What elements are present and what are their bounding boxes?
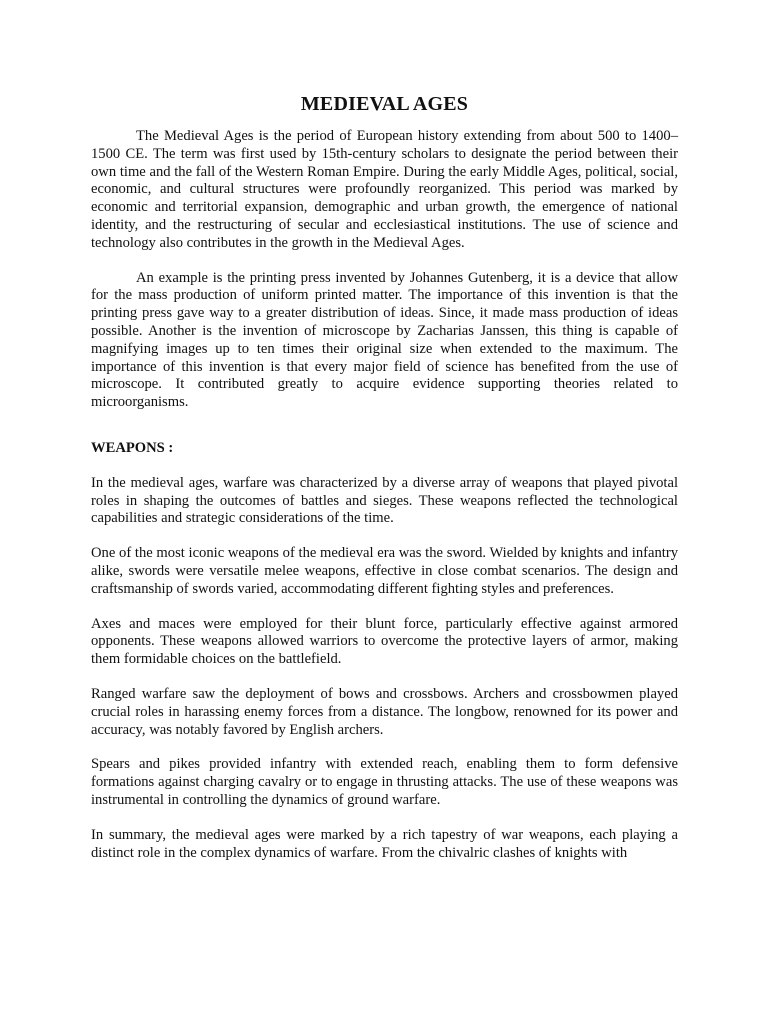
weapons-paragraph-2: One of the most iconic weapons of the medieval era was the sword. Wielded by knights and infantry alike, swords were versatile melee weapons, effective in close combat scenarios. The design and craftsmanship of swords varied, accommodating different fighting styles and preferences. xyxy=(91,545,678,597)
document-page xyxy=(91,92,678,879)
weapons-paragraph-1: In the medieval ages, warfare was characterized by a diverse array of weapons that played pivotal roles in shaping the outcomes of battles and sieges. These weapons reflected the technological capabilities and strategic considerations of the time. xyxy=(91,474,678,527)
intro-paragraph-2: An example is the printing press invented by Johannes Gutenberg, it is a device that allow for the mass production of uniform printed matter. The importance of this invention is that the printing press gave way to a greater distribution of ideas. Since, it made mass production of ideas possible. Another is the invention of microscope by Zacharias Janssen, this thing is capable of magnifying images up to ten times their original size when extended to the maximum. The importance of this invention is that every major field of science has benefited from the use of microscope. It contributed greatly to acquire evidence supporting theories related to microorganisms. xyxy=(91,269,678,411)
weapons-paragraph-3: Axes and maces were employed for their blunt force, particularly effective against armored opponents. These weapons allowed warriors to overcome the protective layers of armor, making them formidable choices on the battlefield. xyxy=(91,615,678,668)
weapons-paragraph-4: Ranged warfare saw the deployment of bows and crossbows. Archers and crossbowmen played crucial roles in harassing enemy forces from a distance. The longbow, renowned for its power and accuracy, was notably favored by English archers. xyxy=(91,685,678,738)
weapons-paragraph-5: Spears and pikes provided infantry with extended reach, enabling them to form defensive formations against charging cavalry or to engage in thrusting attacks. The use of these weapons was instrumental in controlling the dynamics of ground warfare. xyxy=(91,756,678,808)
document-title: MEDIEVAL AGES xyxy=(300,93,469,115)
section-heading-weapons: WEAPONS : xyxy=(91,439,174,456)
weapons-paragraph-6: In summary, the medieval ages were marked by a rich tapestry of war weapons, each playing a distinct role in the complex dynamics of warfare. From the chivalric clashes of knights with xyxy=(91,826,678,861)
intro-paragraph-1: The Medieval Ages is the period of European history extending from about 500 to 1400–1500 CE. The term was first used by 15th-century scholars to designate the period between their own time and the fall of the Western Roman Empire. During the early Middle Ages, political, social, economic, and cultural structures were profoundly reorganized. This period was marked by economic and territorial expansion, demographic and urban growth, the emergence of national identity, and the restructuring of secular and ecclesiastical institutions. The use of science and technology also contributes in the growth in the Medieval Ages. xyxy=(91,128,678,251)
